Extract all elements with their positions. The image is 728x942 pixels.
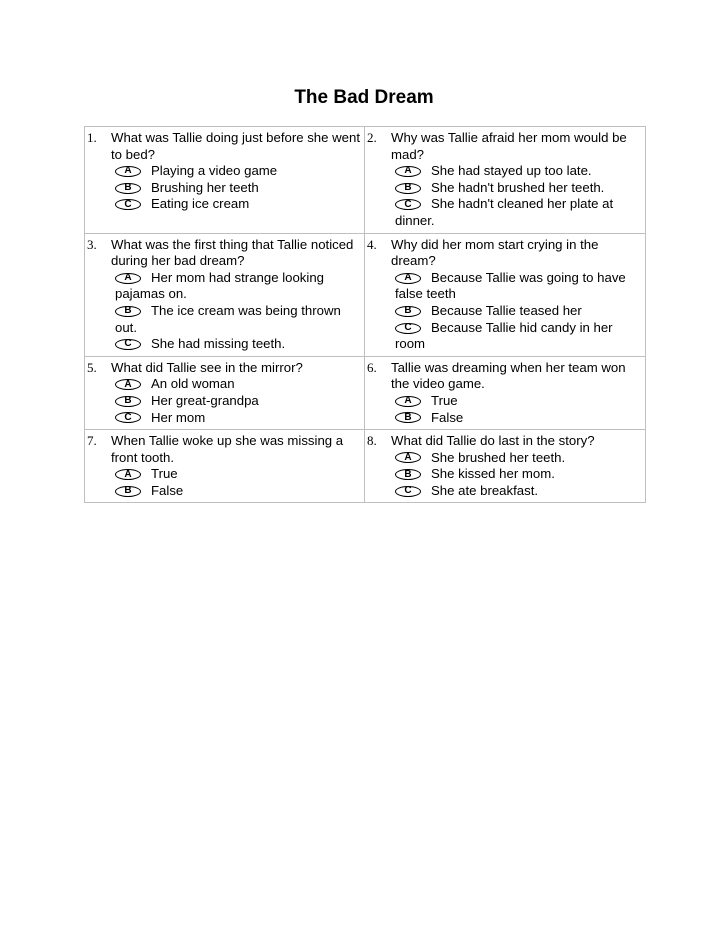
question-6: [367, 360, 643, 426]
answer-option-b[interactable]: [111, 303, 362, 336]
question-4: [367, 237, 643, 353]
question-number: 8.: [367, 433, 377, 449]
question-cell: [365, 356, 646, 429]
bubble-c-icon[interactable]: C: [395, 323, 421, 334]
question-cell: [365, 127, 646, 234]
question-cell: [365, 430, 646, 503]
bubble-c-icon[interactable]: C: [115, 339, 141, 350]
option-text: Because Tallie was going to have false teeth: [395, 269, 626, 302]
bubble-a-icon[interactable]: A: [395, 273, 421, 284]
bubble-c-icon[interactable]: C: [395, 486, 421, 497]
question-1: [87, 130, 362, 213]
answer-option-b[interactable]: [391, 303, 643, 320]
question-number: 6.: [367, 359, 377, 375]
answer-option-a[interactable]: [391, 163, 643, 180]
bubble-a-icon[interactable]: A: [395, 166, 421, 177]
question-text: Why did her mom start crying in the dream?: [391, 236, 599, 269]
answer-option-b[interactable]: [111, 180, 362, 197]
bubble-b-icon[interactable]: B: [115, 486, 141, 497]
question-8: [367, 433, 643, 499]
answer-option-b[interactable]: [391, 410, 643, 427]
option-text: She had stayed up too late.: [431, 163, 592, 179]
option-text: She hadn't brushed her teeth.: [431, 179, 605, 195]
question-text: What did Tallie do last in the story?: [391, 433, 595, 449]
question-text: What did Tallie see in the mirror?: [111, 359, 303, 375]
option-text: Because Tallie teased her: [431, 302, 582, 318]
bubble-b-icon[interactable]: B: [395, 183, 421, 194]
option-text: The ice cream was being thrown out.: [115, 302, 341, 335]
question-cell: [85, 430, 365, 503]
question-cell: [85, 127, 365, 234]
option-text: False: [431, 409, 464, 425]
answer-option-a[interactable]: [391, 393, 643, 410]
question-number: 1.: [87, 130, 97, 145]
page-title: The Bad Dream: [294, 87, 434, 108]
bubble-a-icon[interactable]: A: [115, 379, 141, 390]
question-text: When Tallie woke up she was missing a front tooth.: [111, 433, 344, 465]
answer-option-a[interactable]: [111, 270, 362, 303]
question-text: Why was Tallie afraid her mom would be mad?: [391, 130, 627, 162]
bubble-a-icon[interactable]: A: [395, 396, 421, 407]
option-text: She brushed her teeth.: [431, 449, 566, 465]
bubble-a-icon[interactable]: A: [115, 273, 141, 284]
bubble-a-icon[interactable]: A: [115, 469, 141, 480]
option-text: Her mom: [151, 409, 206, 425]
table-row: [85, 127, 646, 234]
bubble-c-icon[interactable]: C: [115, 412, 141, 423]
question-number: 4.: [367, 236, 377, 252]
answer-option-a[interactable]: [111, 163, 362, 180]
option-text: Her great-grandpa: [151, 392, 259, 408]
option-text: Her mom had strange looking pajamas on.: [115, 269, 324, 302]
question-cell: [365, 233, 646, 356]
bubble-a-icon[interactable]: A: [395, 452, 421, 463]
question-3: [87, 237, 362, 353]
question-text: Tallie was dreaming when her team won the video game.: [391, 359, 626, 392]
question-text: What was the first thing that Tallie noticed during her bad dream?: [111, 236, 354, 269]
answer-option-c[interactable]: [111, 196, 362, 213]
option-text: She ate breakfast.: [431, 482, 539, 498]
option-text: True: [431, 392, 458, 408]
answer-option-c[interactable]: [391, 196, 643, 229]
bubble-b-icon[interactable]: B: [115, 183, 141, 194]
question-cell: [85, 356, 365, 429]
question-number: 7.: [87, 433, 97, 449]
option-text: False: [151, 482, 184, 498]
answer-option-a[interactable]: [391, 270, 643, 303]
answer-option-b[interactable]: [111, 483, 362, 500]
answer-option-c[interactable]: [391, 483, 643, 500]
question-text: What was Tallie doing just before she went to bed?: [111, 130, 360, 162]
question-7: [87, 433, 362, 499]
option-text: An old woman: [151, 376, 235, 392]
table-row: [85, 233, 646, 356]
question-cell: [85, 233, 365, 356]
option-text: True: [151, 466, 178, 482]
answer-option-a[interactable]: [111, 466, 362, 483]
answer-option-a[interactable]: [391, 450, 643, 467]
table-row: [85, 356, 646, 429]
bubble-b-icon[interactable]: B: [115, 396, 141, 407]
bubble-c-icon[interactable]: C: [115, 199, 141, 210]
option-text: She had missing teeth.: [151, 336, 286, 352]
answer-option-c[interactable]: [391, 320, 643, 353]
answer-option-c[interactable]: [111, 336, 362, 353]
option-text: She kissed her mom.: [431, 466, 555, 482]
question-2: [367, 130, 643, 230]
option-text: Playing a video game: [151, 163, 278, 179]
answer-option-b[interactable]: [391, 180, 643, 197]
answer-option-b[interactable]: [111, 393, 362, 410]
bubble-b-icon[interactable]: B: [395, 469, 421, 480]
question-number: 3.: [87, 236, 97, 252]
answer-option-b[interactable]: [391, 466, 643, 483]
option-text: Eating ice cream: [151, 196, 250, 212]
option-text: Because Tallie hid candy in her room: [395, 319, 613, 352]
quiz-table: [84, 126, 646, 503]
answer-option-a[interactable]: [111, 376, 362, 393]
question-5: [87, 360, 362, 426]
bubble-c-icon[interactable]: C: [395, 199, 421, 210]
question-number: 2.: [367, 130, 377, 145]
option-text: She hadn't cleaned her plate at dinner.: [395, 196, 614, 228]
table-row: [85, 430, 646, 503]
bubble-b-icon[interactable]: B: [115, 306, 141, 317]
bubble-a-icon[interactable]: A: [115, 166, 141, 177]
bubble-b-icon[interactable]: B: [395, 306, 421, 317]
bubble-b-icon[interactable]: B: [395, 412, 421, 423]
option-text: Brushing her teeth: [151, 179, 259, 195]
question-number: 5.: [87, 359, 97, 375]
answer-option-c[interactable]: [111, 410, 362, 427]
